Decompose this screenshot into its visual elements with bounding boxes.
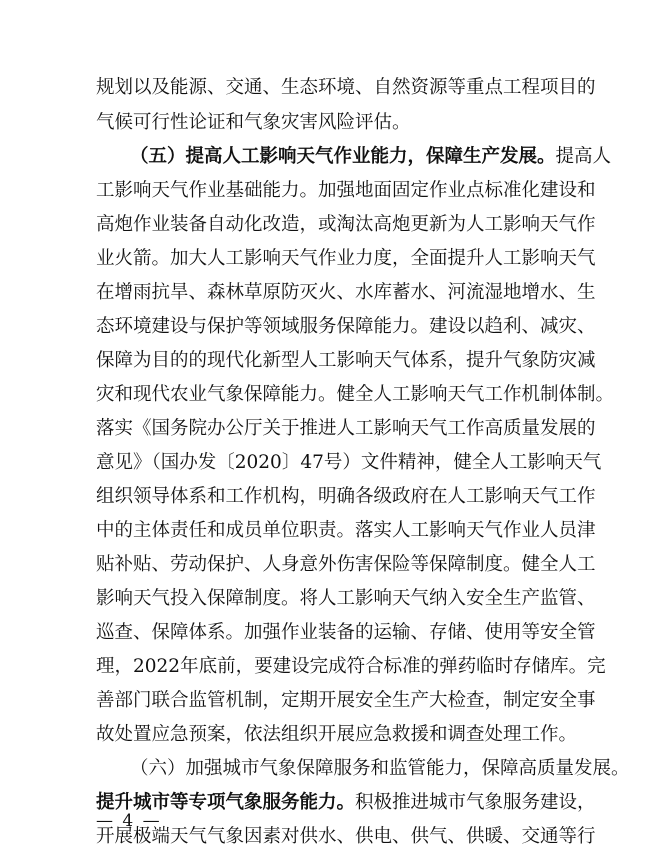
body-line-9: 保障为目的的现代化新型人工影响天气体系，提升气象防灾减	[96, 350, 596, 371]
section-5-heading: （五）提高人工影响天气作业能力，保障生产发展。	[130, 146, 556, 167]
body-line-15: 贴补贴、劳动保护、人身意外伤害保险等保障制度。健全人工	[96, 554, 596, 575]
page-number: — 4 —	[96, 811, 162, 831]
body-line-23: 开展极端天气气象因素对供水、供电、供气、供暖、交通等行	[96, 826, 596, 847]
body-line-12: 意见》（国办发〔2020〕47号）文件精神，健全人工影响天气	[96, 452, 602, 473]
body-line-13: 组织领导体系和工作机构，明确各级政府在人工影响天气工作	[96, 486, 596, 507]
body-line-20: 故处置应急预案，依法组织开展应急救援和调查处理工作。	[96, 724, 578, 745]
body-line-14: 中的主体责任和成员单位职责。落实人工影响天气作业人员津	[96, 520, 596, 541]
body-line-16: 影响天气投入保障制度。将人工影响天气纳入安全生产监管、	[96, 588, 596, 609]
section-6-heading-line	[130, 754, 630, 784]
section-5-heading-line	[130, 142, 612, 172]
section-6-subheading: 提升城市等专项气象服务能力。	[96, 792, 356, 813]
body-line-4: 工影响天气作业基础能力。加强地面固定作业点标准化建设和	[96, 180, 596, 201]
body-line-18: 理，2022年底前，要建设完成符合标准的弹药临时存储库。完	[96, 656, 606, 677]
body-line-11: 落实《国务院办公厅关于推进人工影响天气工作高质量发展的	[96, 418, 596, 439]
body-line-19: 善部门联合监管机制，定期开展安全生产大检查，制定安全事	[96, 690, 596, 711]
body-line-2: 气候可行性论证和气象灾害风险评估。	[96, 112, 411, 133]
section-6-text: 积极推进城市气象服务建设，	[355, 792, 596, 813]
body-line-5: 高炮作业装备自动化改造，或淘汰高炮更新为人工影响天气作	[96, 214, 596, 235]
body-line-17: 巡查、保障体系。加强作业装备的运输、存储、使用等安全管	[96, 622, 596, 643]
body-line-6: 业火箭。加大人工影响天气作业力度，全面提升人工影响天气	[96, 248, 596, 269]
body-line-7: 在增雨抗旱、森林草原防灭火、水库蓄水、河流湿地增水、生	[96, 282, 596, 303]
body-line-1: 规划以及能源、交通、生态环境、自然资源等重点工程项目的	[96, 77, 596, 98]
body-line-10: 灾和现代农业气象保障能力。健全人工影响天气工作机制体制。	[96, 384, 615, 405]
section-5-text-start: 提高人	[555, 146, 612, 167]
section-6-heading: （六）加强城市气象保障服务和监管能力，保障高质量发展。	[130, 758, 630, 779]
body-line-8: 态环境建设与保护等领域服务保障能力。建设以趋利、减灾、	[96, 316, 596, 337]
body-line-22	[96, 788, 596, 818]
